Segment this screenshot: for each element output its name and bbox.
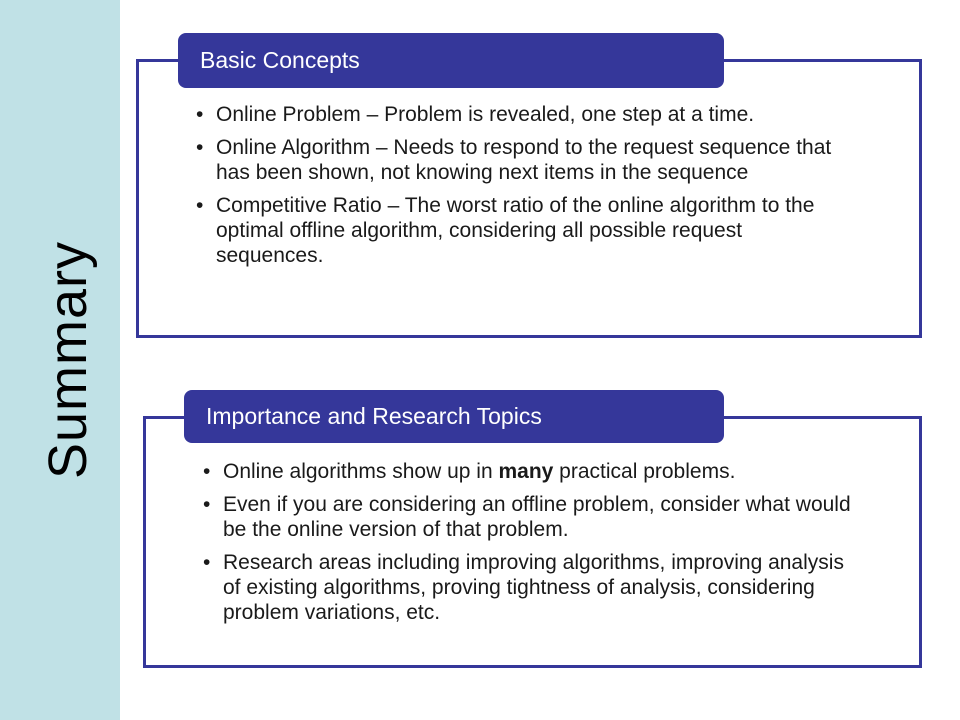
list-item <box>203 459 853 484</box>
sidebar-panel <box>0 0 120 720</box>
slide-title: Summary <box>38 240 98 480</box>
list-item: • Research areas including improving algorithms, improving analysis of existing algorithms, proving tightness of analysis, considering problem variations, etc. <box>203 550 853 625</box>
list-item: • Online Algorithm – Needs to respond to the request sequence that has been shown, not knowing next items in the sequence <box>196 135 846 185</box>
list-item: • Even if you are considering an offline problem, consider what would be the online version of that problem. <box>203 492 853 542</box>
list-item: • Competitive Ratio – The worst ratio of the online algorithm to the optimal offline algorithm, considering all possible request sequences. <box>196 193 846 268</box>
bullet-text: practical problems. <box>553 460 736 483</box>
basic-concepts-heading: Basic Concepts <box>178 33 724 88</box>
research-topics-heading: Importance and Research Topics <box>184 390 724 443</box>
list-item: • Online Problem – Problem is revealed, one step at a time. <box>196 102 846 127</box>
research-topics-list <box>203 459 853 633</box>
bullet-text: Online algorithms show up in <box>223 460 499 483</box>
emphasis-text: many <box>498 460 554 483</box>
basic-concepts-list <box>196 102 846 276</box>
